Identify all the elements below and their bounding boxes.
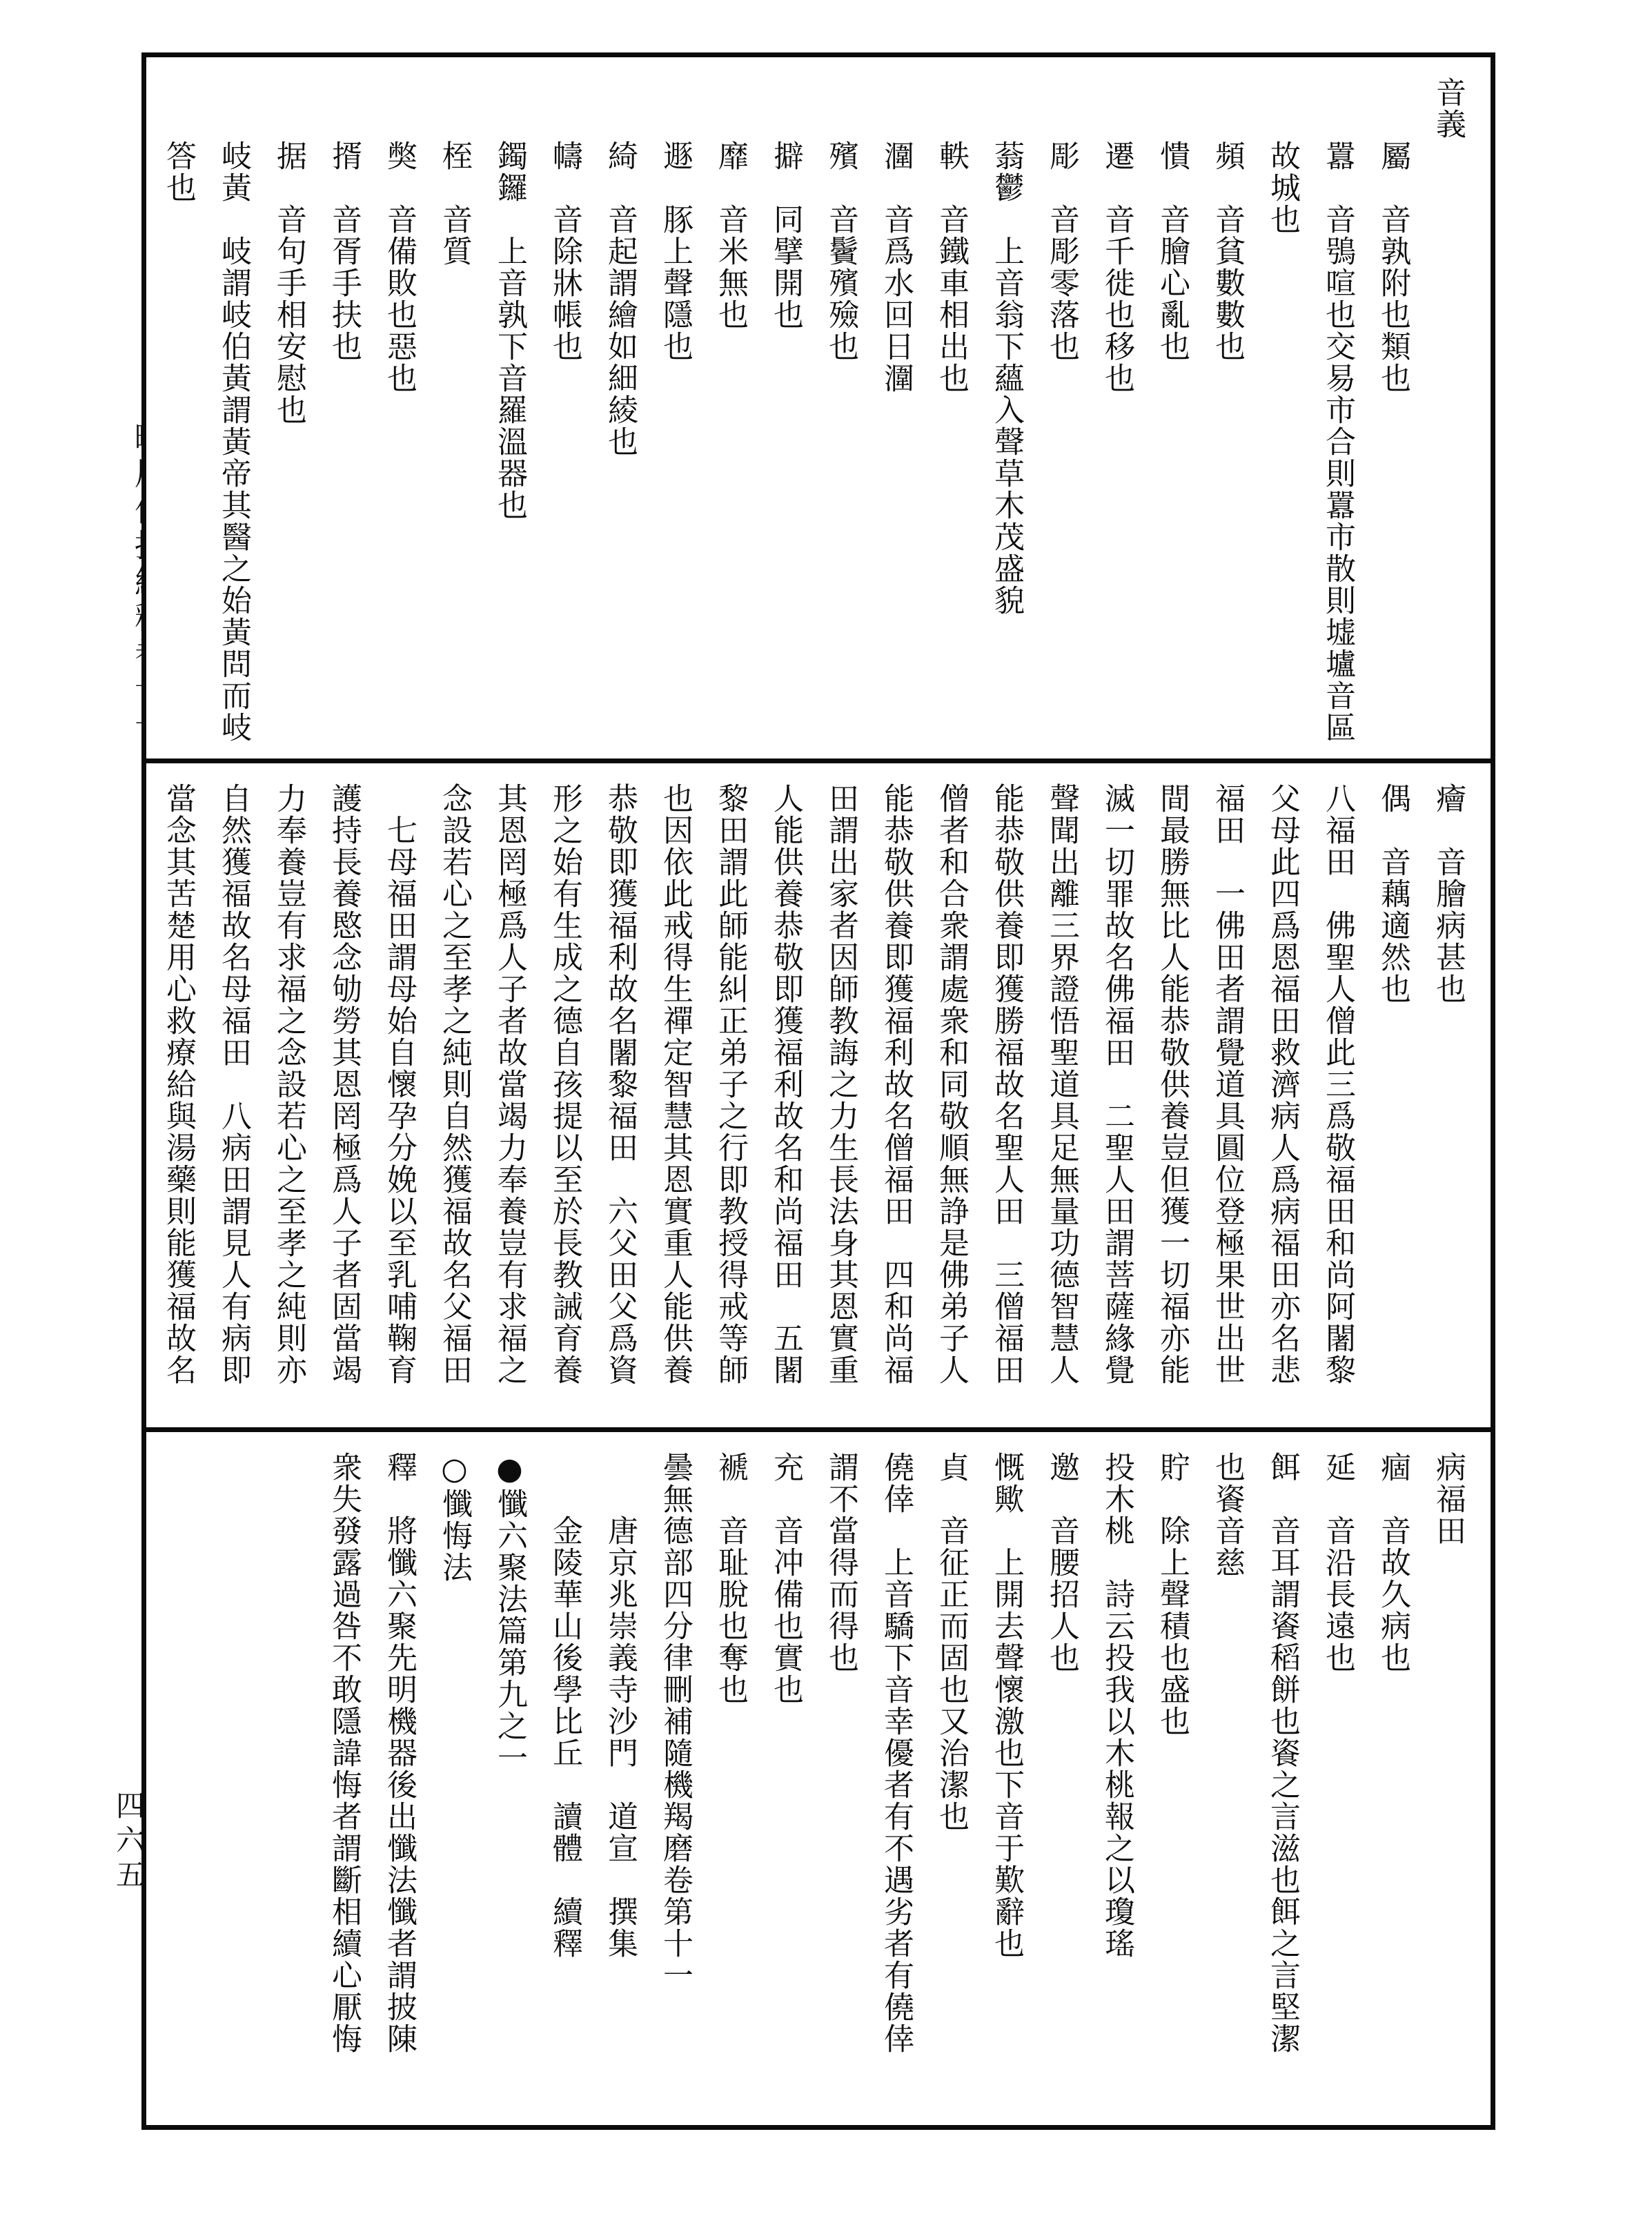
text-column: 釋 將懺六聚先明機器後出懺法懺者謂披陳 xyxy=(382,1451,417,2055)
text-column: 憒 音膾心亂也 xyxy=(1154,77,1190,362)
text-column: 延 音沿長遠也 xyxy=(1320,1451,1355,1674)
text-column: 据 音句手相安慰也 xyxy=(271,77,306,426)
text-column: 邀 音腰招人也 xyxy=(1044,1451,1079,1674)
text-column: 其恩罔極爲人子者故當竭力奉養豈有求福之 xyxy=(492,783,527,1386)
text-column: 音義 xyxy=(1430,77,1466,140)
text-column: ○懺悔法 xyxy=(437,1451,472,1583)
text-column: 囂 音鴞喧也交易市合則囂市散則墟壚音區 xyxy=(1320,77,1355,743)
text-column: 獘 音備敗也惡也 xyxy=(382,77,417,394)
text-column: 能恭敬供養即獲勝福故名聖人田 三僧福田 xyxy=(989,783,1024,1386)
text-column: 投木桃 詩云投我以木桃報之以瓊瑤 xyxy=(1099,1451,1134,1959)
section-yinyi-glossary xyxy=(146,57,1491,758)
text-column: 蓊鬱 上音翁下蘊入聲草木茂盛貌 xyxy=(989,77,1024,616)
text-column: 偶 音藕適然也 xyxy=(1375,783,1410,1005)
text-column: 屬 音孰附也類也 xyxy=(1375,77,1410,394)
text-column: 軼 音鐵車相出也 xyxy=(934,77,969,394)
text-column: 人能供養恭敬即獲福利故名和尚福田 五闍 xyxy=(768,783,803,1386)
text-column: 答也 xyxy=(161,77,196,204)
text-column: 衆失發露過咎不敢隱諱悔者謂斷相續心厭悔 xyxy=(326,1451,362,2055)
text-column: 滅一切罪故名佛福田 二聖人田謂菩薩緣覺 xyxy=(1099,783,1134,1386)
text-column: 故城也 xyxy=(1265,77,1300,235)
text-column: 田謂出家者因師教誨之力生長法身其恩實重 xyxy=(823,783,858,1386)
text-column: 也餈音慈 xyxy=(1210,1451,1245,1578)
text-column: 間最勝無比人能恭敬供養豈但獲一切福亦能 xyxy=(1154,783,1190,1386)
section-eight-merit-fields xyxy=(146,763,1491,1427)
text-column: 唐京兆崇義寺沙門 道宣 撰集 xyxy=(602,1451,638,1959)
text-column: 七母福田謂母始自懷孕分娩以至乳哺鞠育 xyxy=(382,783,417,1386)
text-column: 幬 音除牀帳也 xyxy=(547,77,582,362)
text-column: ●懺六聚法篇第九之一 xyxy=(492,1451,527,1774)
text-column: 褫 音耻脫也奪也 xyxy=(713,1451,748,1705)
text-column: 金陵華山後學比丘 讀體 續釋 xyxy=(547,1451,582,1959)
text-column: 遯 豚上聲隱也 xyxy=(658,77,693,362)
text-column: 也因依此戒得生禪定智慧其恩實重人能供養 xyxy=(658,783,693,1386)
text-column: 桎 音質 xyxy=(437,77,472,267)
text-column: 鐲鑼 上音孰下音羅溫器也 xyxy=(492,77,527,521)
text-column: 擗 同擘開也 xyxy=(768,77,803,331)
text-column: 慨歟 上開去聲懷激也下音于歎辭也 xyxy=(989,1451,1024,1959)
text-column: 癐 音膾病甚也 xyxy=(1430,783,1466,1005)
text-column: 能恭敬供養即獲福利故名僧福田 四和尚福 xyxy=(878,783,914,1386)
page-number: 四六五 xyxy=(112,1790,146,1894)
text-column: 恭敬即獲福利故名闍黎福田 六父田父爲資 xyxy=(602,783,638,1386)
text-column: 自然獲福故名母福田 八病田謂見人有病即 xyxy=(216,783,251,1386)
section-repentance-chapter xyxy=(146,1432,1491,2125)
text-column: 殯 音鬢殯殮也 xyxy=(823,77,858,362)
text-column: 形之始有生成之德自孩提以至於長教誡育養 xyxy=(547,783,582,1386)
section-divider xyxy=(146,1427,1491,1432)
text-column: 靡 音米無也 xyxy=(713,77,748,331)
text-column: 病福田 xyxy=(1430,1451,1466,1547)
text-column: 頻 音貧數數也 xyxy=(1210,77,1245,362)
text-column: 謂不當得而得也 xyxy=(823,1451,858,1674)
text-column: 充 音冲備也實也 xyxy=(768,1451,803,1705)
text-column: 彫 音彫零落也 xyxy=(1044,77,1079,362)
text-column: 福田 一佛田者謂覺道具圓位登極果世出世 xyxy=(1210,783,1245,1386)
text-column: 力奉養豈有求福之念設若心之至孝之純則亦 xyxy=(271,783,306,1386)
text-column: 潿 音爲水回日潿 xyxy=(878,77,914,394)
text-column: 僧者和合衆謂處衆和同敬順無諍是佛弟子人 xyxy=(934,783,969,1386)
text-column: 父母此四爲恩福田救濟病人爲病福田亦名悲 xyxy=(1265,783,1300,1386)
text-column: 綺 音起謂繪如細綾也 xyxy=(602,77,638,458)
section-divider xyxy=(146,758,1491,763)
text-column: 痼 音故久病也 xyxy=(1375,1451,1410,1674)
text-column: 護持長養愍念劬勞其恩罔極爲人子者固當竭 xyxy=(326,783,362,1386)
text-column: 餌 音耳謂餈稻餅也餈之言滋也餌之言堅潔 xyxy=(1265,1451,1300,2055)
text-column: 貞 音征正而固也又治潔也 xyxy=(934,1451,969,1832)
text-column: 八福田 佛聖人僧此三爲敬福田和尚阿闍黎 xyxy=(1320,783,1355,1386)
text-column: 當念其苦楚用心救療給與湯藥則能獲福故名 xyxy=(161,783,196,1386)
text-column: 黎田謂此師能糾正弟子之行即教授得戒等師 xyxy=(713,783,748,1386)
text-column: 岐黃 岐謂岐伯黃謂黃帝其醫之始黃問而岐 xyxy=(216,77,251,743)
text-column: 貯 除上聲積也盛也 xyxy=(1154,1451,1190,1737)
text-column: 聲聞出離三界證悟聖道具足無量功德智慧人 xyxy=(1044,783,1079,1386)
text-column: 念設若心之至孝之純則自然獲福故名父福田 xyxy=(437,783,472,1386)
text-column: 揟 音胥手扶也 xyxy=(326,77,362,362)
text-column: 遷 音千徙也移也 xyxy=(1099,77,1134,394)
page-frame xyxy=(141,52,1495,2130)
text-column: 僥倖 上音驕下音幸優者有不遇劣者有僥倖 xyxy=(878,1451,914,2055)
text-column: 曇無德部四分律刪補隨機羯磨卷第十一 xyxy=(658,1451,693,1991)
